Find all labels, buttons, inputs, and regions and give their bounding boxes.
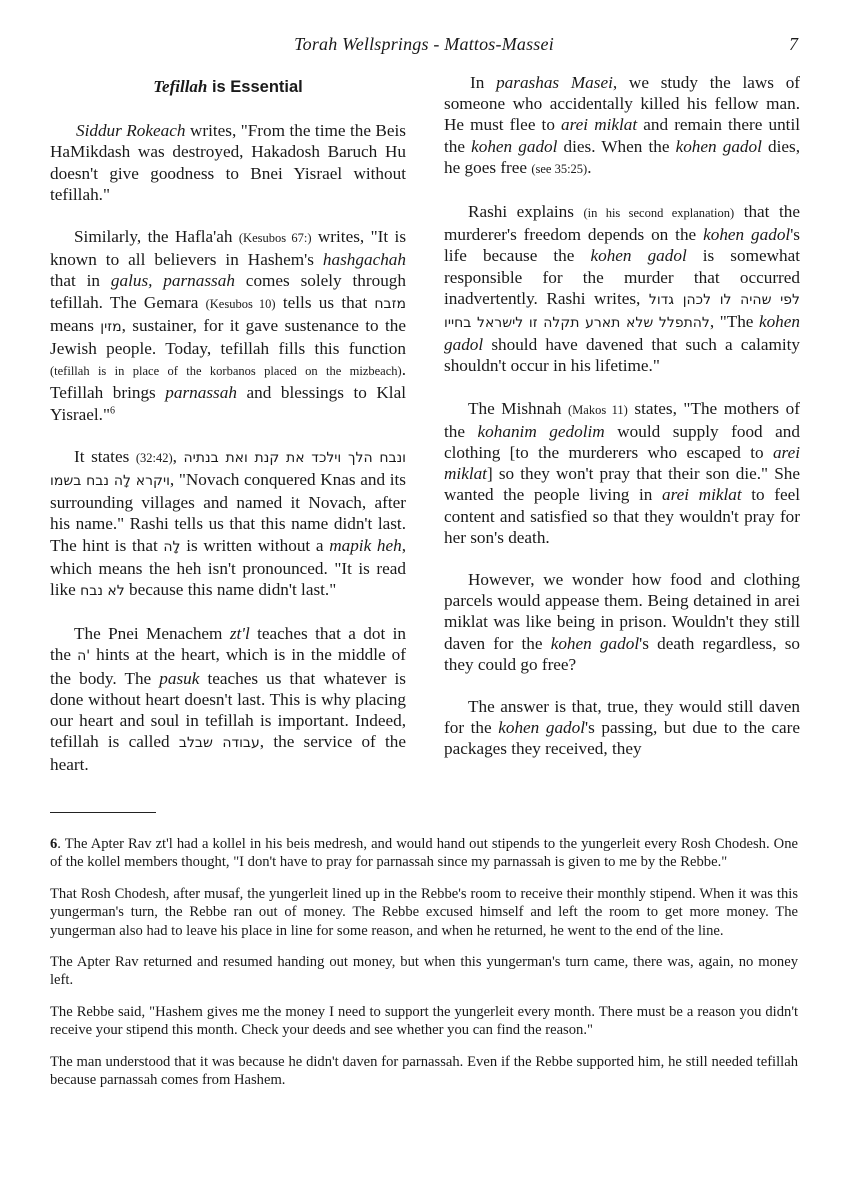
footnote-paragraph: The Rebbe said, "Hashem gives me the money I need to support the yungerleit every month. There must be a reason you didn't receive your stipend this month. Check your deeds and see whether you can find the reason." (50, 1003, 798, 1039)
text: comes solely through tefillah. The Gemara (50, 271, 406, 312)
text-italic: zt'l (229, 624, 250, 644)
hebrew-text: לא נבח (80, 583, 125, 600)
text: , we study the laws of someone who accidentally killed his fellow man. He must flee to (444, 73, 801, 135)
page-number: 7 (789, 34, 798, 54)
footnote-6 (50, 835, 798, 872)
citation: (Makos 11) (568, 402, 628, 417)
paragraph-however (444, 569, 800, 675)
text-italic: galus, parnassah (110, 271, 235, 291)
text: writes, "It is known to all believers in Hashem's (50, 227, 407, 270)
text: teaches that a dot in the (50, 624, 406, 665)
citation: (Kesubos 67:) (238, 231, 312, 246)
paragraph-answer (444, 696, 800, 760)
footnote-paragraph: The Apter Rav returned and resumed handing out money, but when this yungerman's turn came, there was, again, no money left. (50, 954, 798, 989)
hebrew-text: 'ה (77, 648, 91, 665)
text: dies, he goes free (444, 136, 800, 177)
text-italic: Siddur Rokeach (76, 121, 186, 141)
paragraph-pnei-menachem (50, 623, 406, 775)
citation: (in his second explanation) (583, 206, 735, 221)
text: would supply food and clothing [to the murderers who escaped to (444, 421, 800, 463)
text: that in (50, 271, 111, 291)
text: The Pnei Menachem (74, 624, 230, 644)
text: , (172, 446, 184, 466)
text: , the service of the heart. (50, 732, 407, 775)
text: states, "The mothers of the (444, 398, 800, 441)
text: Rashi explains (468, 202, 584, 222)
text-italic: kohen gadol (498, 718, 586, 738)
text: ] so they won't pray that their son die." She wanted the people living in (444, 464, 800, 505)
text: and blessings to Klal Yisrael." (50, 383, 406, 424)
paragraph-siddur-rokeach (50, 120, 406, 205)
text: Similarly, the Hafla'ah (74, 227, 239, 247)
heading-italic: Tefillah (153, 77, 208, 96)
text: means (50, 315, 101, 335)
text: However, we wonder how food and clothing parcels would appease them. Being detained in arei miklat was like being in prison. Wouldn't they still daven for the (444, 570, 800, 653)
footnotes (50, 835, 798, 1102)
hebrew-text: לָה (163, 538, 181, 555)
text: 's passing, but due to the care packages they received, they (444, 718, 800, 759)
text: 's death regardless, so they could go free? (444, 633, 800, 674)
heading-rest: is Essential (207, 78, 303, 96)
text-italic: parashas Masei (496, 73, 613, 92)
paragraph-rashi-explains (444, 201, 800, 377)
text-italic: kohen gadol (550, 633, 640, 653)
text: , which means the heh isn't pronounced. "It is read like (50, 535, 406, 600)
citation: (Kesubos 10) (205, 296, 276, 311)
text-italic: kohanim gedolim (477, 421, 605, 441)
text-italic: kohen gadol (703, 225, 791, 245)
citation: (tefillah is in place of the korbanos placed on the mizbeach) (50, 364, 402, 379)
paragraph-mishnah (444, 398, 800, 548)
hebrew-text: לפי שהיה לו לכהן גדול להתפלל שלא תארע תקלה זו לישראל בחייו (444, 291, 800, 332)
text: should have davened that such a calamity shouldn't occur in his lifetime." (444, 335, 800, 376)
paragraph-haflaah (50, 226, 406, 425)
text-italic: mapik heh (329, 535, 402, 555)
text-italic: kohen gadol (444, 312, 800, 355)
running-title: Torah Wellsprings - Mattos-Massei (294, 34, 554, 54)
text: because this name didn't last." (124, 580, 337, 600)
text-italic: arei miklat (662, 485, 742, 505)
paragraph-novach (50, 446, 406, 602)
footnote-divider (50, 812, 156, 813)
footnote-paragraph: The man understood that it was because he didn't daven for parnassah. Even if the Rebbe supported him, he still needed tefillah because parnassah comes from Hashem. (50, 1053, 798, 1089)
text-italic: kohen gadol (590, 246, 687, 266)
text: . Tefillah brings (50, 360, 406, 403)
text: is written without a (180, 535, 330, 555)
text: , sustainer, for it gave sustenance to the Jewish people. Today, tefillah fills this function (50, 315, 406, 359)
hebrew-text: מזבח (374, 295, 406, 312)
text-italic: parnassah (165, 383, 237, 403)
text: teaches us that whatever is done without heart doesn't last. This is why placing our heart and soul in tefillah is important. Indeed, tefillah is called (50, 668, 406, 752)
text-italic: arei miklat (561, 115, 638, 135)
text: , "The (709, 312, 759, 332)
text: dies. When the (557, 136, 676, 156)
text-italic: kohen gadol (675, 136, 762, 156)
citation: (32:42) (135, 450, 173, 465)
footnote-number: 6 (50, 836, 58, 852)
text: It states (74, 446, 136, 466)
hebrew-text: עבודה שבלב (178, 735, 260, 752)
left-column (50, 72, 406, 797)
text: tells us that (275, 292, 375, 312)
text: In (470, 73, 497, 92)
section-heading (50, 76, 406, 98)
page-header (50, 34, 798, 58)
text-italic: kohen gadol (471, 136, 558, 156)
text: hints at the heart, which is in the middle of the body. The (50, 645, 406, 688)
text: The answer is that, true, they would still daven for the (444, 697, 800, 738)
text: that the murderer's freedom depends on the (444, 202, 800, 245)
footnote-text: . The Apter Rav zt'l had a kollel in his beis medresh, and would hand out stipends to the yungerleit every Rosh Chodesh. One of the kollel members thought, "I don't have to pray for parnassah since my parnassah is given to me by the Rebbe." (50, 836, 798, 871)
footnote-ref[interactable]: 6 (110, 404, 115, 416)
text: . (587, 157, 592, 177)
footnote-paragraph: That Rosh Chodesh, after musaf, the yungerleit lined up in the Rebbe's room to receive their monthly stipend. When it was this yungerman's turn, the Rebbe ran out of money. The Rebbe excused himself and left the room to get more money. The yungerman also had to leave his place in line for some reason, and when he returned, he went to the end of the line. (50, 885, 798, 939)
text-italic: arei miklat (444, 443, 800, 484)
text-italic: hashgachah (322, 250, 406, 270)
hebrew-text: מזין (100, 318, 122, 335)
text: is somewhat responsible for the murder that occurred inadvertently. Rashi writes, (444, 246, 800, 308)
text: The Mishnah (468, 398, 569, 418)
paragraph-parashas-masei (444, 72, 800, 180)
text: 's life because the (444, 225, 800, 266)
text: writes, "From the time the Beis HaMikdash was destroyed, Hakadosh Baruch Hu doesn't give goodness to Bnei Yisrael without tefillah." (50, 121, 406, 204)
text: to feel content and satisfied so that they wouldn't pray for her son's death. (444, 485, 800, 547)
text: and remain there until the (444, 115, 800, 156)
citation: (see 35:25) (531, 161, 588, 176)
right-column (444, 72, 800, 781)
text-italic: pasuk (159, 668, 200, 688)
text: , "Novach conquered Knas and its surrounding villages and named it Novach, after his name." Rashi tells us that this name didn't last. The hint is that (50, 470, 406, 555)
hebrew-text: ונבח הלך וילכד את קנת ואת בנתיה ויקרא לָה נבח בשמו (50, 449, 406, 490)
